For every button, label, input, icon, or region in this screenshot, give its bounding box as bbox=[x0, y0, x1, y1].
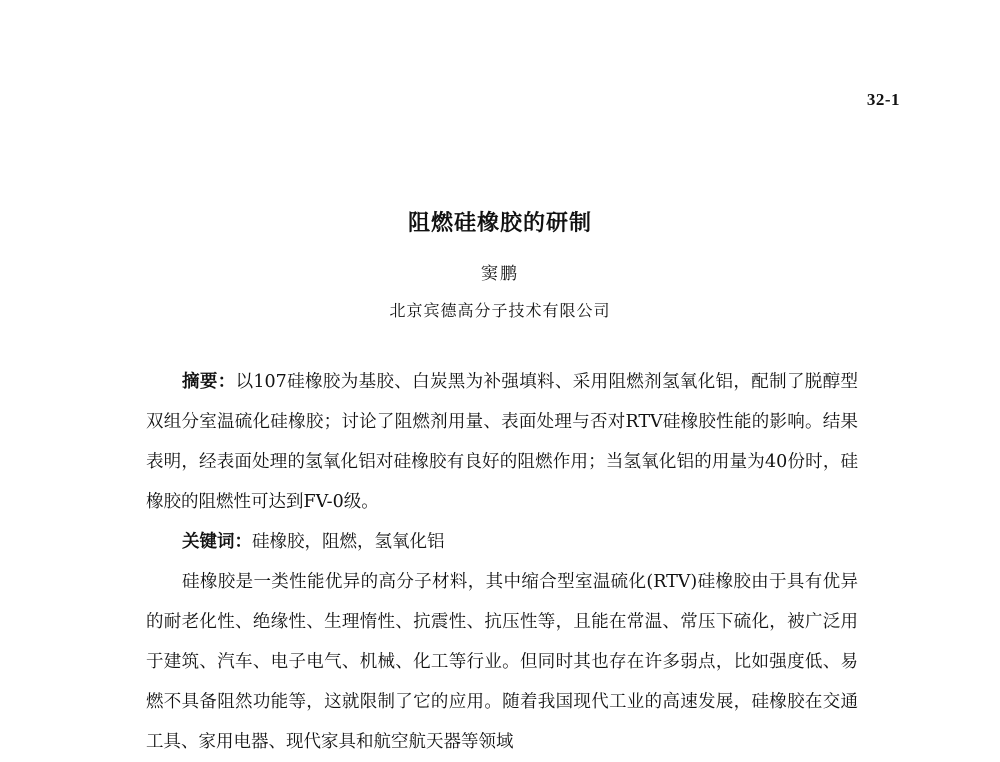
keywords-paragraph bbox=[146, 522, 858, 562]
introduction-paragraph: 硅橡胶是一类性能优异的高分子材料，其中缩合型室温硫化(RTV)硅橡胶由于具有优异的耐老化性、绝缘性、生理惰性、抗震性、抗压性等，且能在常温、常压下硫化，被广泛用于建筑、汽车、电子电气、机械、化工等行业。但同时其也存在许多弱点，比如强度低、易燃不具备阻然功能等，这就限制了它的应用。随着我国现代工业的高速发展，硅橡胶在交通工具、家用电器、现代家具和航空航天器等领域 bbox=[146, 572, 858, 752]
page-number: 32-1 bbox=[866, 90, 900, 109]
abstract-text: 以107硅橡胶为基胶、白炭黑为补强填料、采用阻燃剂氢氧化铝，配制了脱醇型双组分室温硫化硅橡胶；讨论了阻燃剂用量、表面处理与否对RTV硅橡胶性能的影响。结果表明，经表面处理的氢氧化铝对硅橡胶有良好的阻燃作用；当氢氧化铝的用量为40份时，硅橡胶的阻燃性可达到FV-0级。 bbox=[146, 372, 859, 512]
abstract-label: 摘要： bbox=[182, 372, 236, 392]
abstract-paragraph bbox=[146, 362, 858, 522]
article-title: 阻燃硅橡胶的研制 bbox=[407, 211, 592, 236]
keywords-text: 硅橡胶，阻燃，氢氧化铝 bbox=[252, 532, 445, 552]
author-affiliation: 北京宾德高分子技术有限公司 bbox=[389, 301, 611, 320]
keywords-label: 关键词： bbox=[182, 532, 252, 552]
author-name: 窦鹏 bbox=[481, 264, 519, 284]
